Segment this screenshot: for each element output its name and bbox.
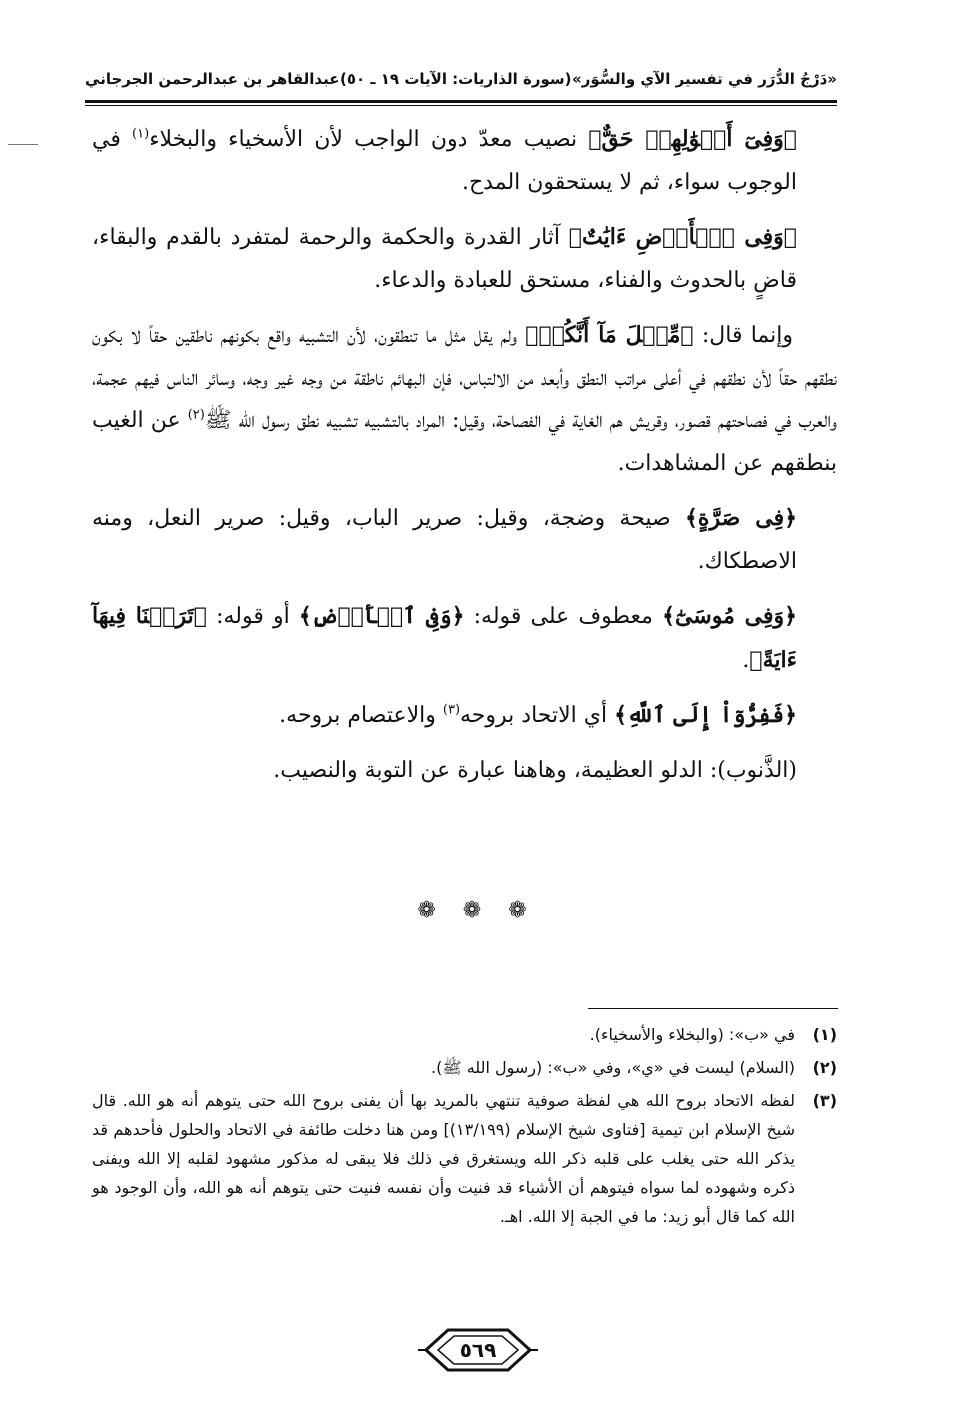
paragraph-text: . <box>742 647 750 673</box>
quran-quote: ﴿فِى صَرَّةٍ﴾ <box>685 505 797 531</box>
paragraph-text: عن الغيب بنطقهم عن المشاهدات. <box>92 408 837 476</box>
header-surah-range: (سورة الذاريات: الآيات ١٩ ـ ٥٠) <box>340 70 572 88</box>
paragraph-2 <box>92 216 837 302</box>
footnote-number: (٢) <box>812 1058 837 1077</box>
paragraph-4 <box>92 497 837 583</box>
quran-quote: ﴿فَفِرُّوٓاْ إِلَى ٱللَّهِ﴾ <box>614 702 797 728</box>
paragraph-text: ولم يقل مثل ما تنطقون، لأن التشبيه واقع بكونهم ناطقين حقاً لا بكون نطقهم حقاً لأن نطقهم في أعلى مراتب النطق وأبعد من الالتباس، فإن البهائم ناطقة من وجه غير وجه، وسائر الناس فيهم عجمة، والعرب في فصاحتهم قصور، وقريش هم الغاية في الفصاحة، وقيل: المراد بالتشبيه تشبيه نطق رسول الله ﷺ <box>92 323 837 433</box>
footnote-item <box>92 1086 837 1231</box>
paragraph-text: آثار القدرة والحكمة والرحمة لمتفرد بالقدم والبقاء، قاضٍ بالحدوث والفناء، مستحق للعبادة والدعاء. <box>92 225 797 293</box>
footnote-text: (السلام) ليست في «ي»، وفي «ب»: (رسول الله ﷺ). <box>430 1058 795 1077</box>
section-separator: ❁ ❁ ❁ <box>417 898 537 923</box>
main-text <box>92 118 837 804</box>
footnote-item <box>92 1020 837 1049</box>
paragraph-3 <box>92 314 837 485</box>
running-header <box>85 62 837 96</box>
paragraph-text: نصيب معدّ دون الواجب لأن الأسخياء والبخلاء <box>149 127 589 152</box>
footnote-text: لفظه الاتحاد بروح الله هي لفظة صوفية تنتهي بالمريد بها أن يفنى بروح الله حتى يتوهم أنه هو الله. قال شيخ الإسلام ابن تيمية [فتاوى شيخ الإسلام (١٣/١٩٩)] ومن هنا دخلت طائفة في الاتحاد والحلول فأحدهم قد يذكر الله حتى يغلب على قلبه ذكر الله ويستغرق في ذلك فلا يبقى له مذكور مشهود لقلبه إلا الله ويفنى ذكره وشهوده لما سواه فيتوهم أن الأشياء قد فنيت وأن نفسه فنيت حتى يتوهم أنه هو الله، وأن الوجود هو الله كما قال أبو زيد: ما في الجبة إلا الله. اهـ. <box>92 1091 796 1226</box>
footnote-ref-1[interactable]: (١) <box>132 126 150 142</box>
header-book-title: «دَرْجُ الدُّرَر في تفسير الآي والسُّوَر» <box>572 70 837 88</box>
header-rule-thin <box>85 105 837 106</box>
paragraph-text: صيحة وضجة، وقيل: صرير الباب، وقيل: صرير النعل، ومنه الاصطكاك. <box>92 506 797 574</box>
margin-mark <box>8 144 38 145</box>
footnote-ref-2[interactable]: (٢) <box>187 407 205 423</box>
header-rule <box>85 100 837 103</box>
paragraph-6 <box>92 694 837 738</box>
paragraph-text: معطوف على قوله: <box>464 604 663 629</box>
paragraph-5 <box>92 595 837 682</box>
quran-quote: ﴿وَفِى ٱلۡأَرۡضِ ءَايَٰتٌ﴾ <box>568 224 797 250</box>
header-author: عبدالقاهر بن عبدالرحمن الجرجاني <box>85 70 340 88</box>
footnote-ref-3[interactable]: (٣) <box>442 702 461 718</box>
paragraph-text: والاعتصام بروحه. <box>279 703 443 728</box>
paragraph-text: أو قوله: <box>206 604 299 629</box>
quran-quote: ﴿تَرَكۡنَا فِيهَآ ءَايَةً﴾ <box>92 603 797 673</box>
footnote-text: في «ب»: (والبخلاء والأسخياء). <box>589 1025 795 1044</box>
footnote-number: (١) <box>812 1025 837 1044</box>
footnote-number: (٣) <box>812 1091 837 1110</box>
footnote-rule <box>588 1008 838 1009</box>
quran-quote: ﴿وَفِى ٱلۡأَرۡضِ﴾ <box>298 603 465 629</box>
quran-quote: ﴿مِّثۡلَ مَآ أَنَّكُمۡ﴾ <box>525 322 694 348</box>
paragraph-text: (الذَّنوب): الدلو العظيمة، وهاهنا عبارة عن التوبة والنصيب. <box>273 757 797 783</box>
footnotes <box>92 1020 837 1235</box>
paragraph-1 <box>92 118 837 204</box>
paragraph-text: وإنما قال: <box>693 323 794 348</box>
page-number: ٥٦٩ <box>459 1338 497 1362</box>
paragraph-text: أي الاتحاد بروحه <box>460 703 615 728</box>
footnote-item <box>92 1053 837 1082</box>
paragraph-text: في الوجوب سواء، ثم لا يستحقون المدح. <box>92 127 797 195</box>
paragraph-7 <box>92 750 837 793</box>
quran-quote: ﴿وَفِىٓ أَمۡوَٰلِهِمۡ حَقٌّ﴾ <box>588 126 797 152</box>
quran-quote: ﴿وَفِى مُوسَىٰٓ﴾ <box>662 603 798 629</box>
